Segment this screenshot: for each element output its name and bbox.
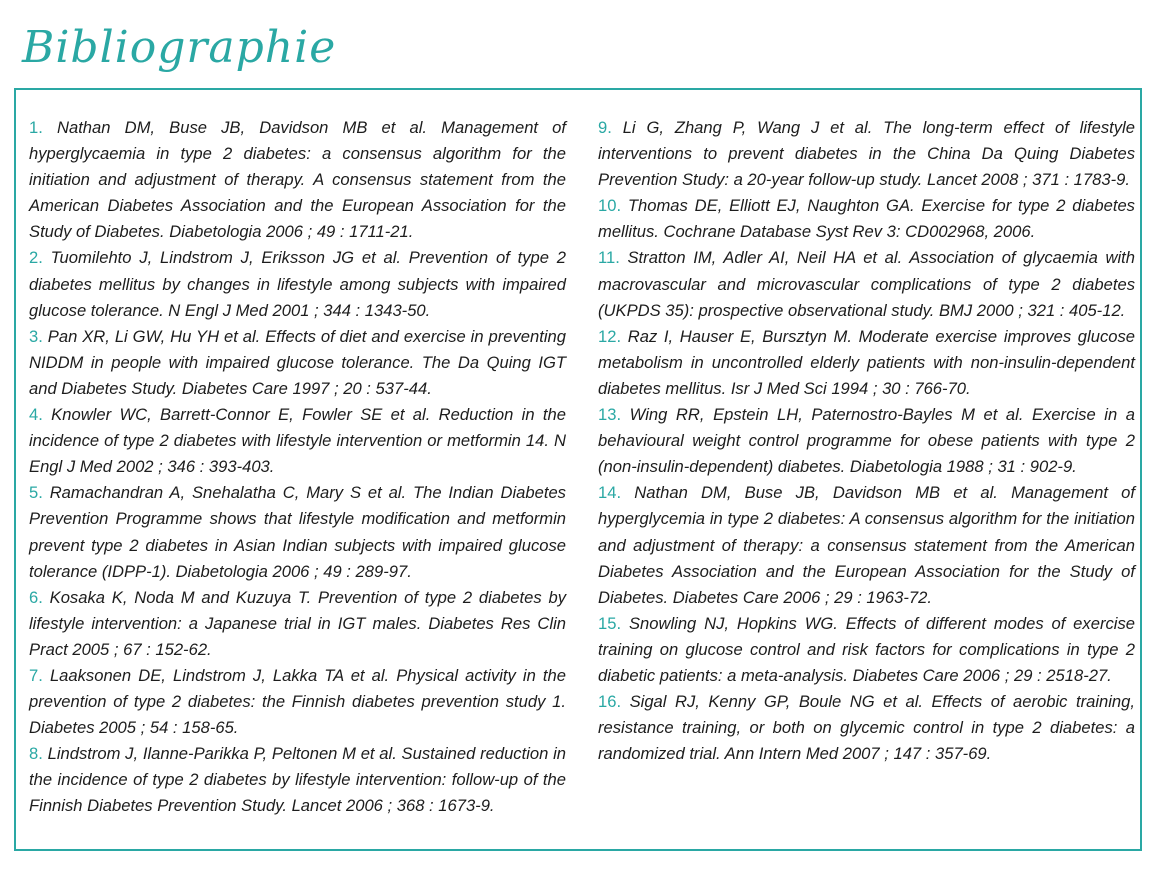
- reference-item: [598, 480, 1135, 610]
- reference-item: [29, 663, 566, 741]
- reference-item: [29, 402, 566, 480]
- reference-number: 6.: [29, 587, 43, 607]
- reference-text: Tuomilehto J, Lindstrom J, Eriksson JG et al. Prevention of type 2 diabetes mellitus by changes in lifestyle among subjects with impaired glucose tolerance. N Engl J Med 2001 ; 344 : 1343-50.: [29, 248, 566, 320]
- reference-text: Wing RR, Epstein LH, Paternostro-Bayles M et al. Exercise in a behavioural weight control programme for obese patients with type 2 (non-insulin-dependent) diabetes. Diabetologia 1988 ; 31 : 902-9.: [598, 405, 1135, 477]
- reference-text: Snowling NJ, Hopkins WG. Effects of different modes of exercise training on glucose control and risk factors for complications in type 2 diabetic patients: a meta-analysis. Diabetes Care 2006 ; 29 : 2518-27.: [598, 613, 1135, 685]
- reference-item: [598, 193, 1135, 245]
- reference-item: [598, 689, 1135, 767]
- reference-text: Lindstrom J, Ilanne-Parikka P, Peltonen M et al. Sustained reduction in the incidence of type 2 diabetes by lifestyle intervention: follow-up of the Finnish Diabetes Prevention Study. Lancet 2006 ; 368 : 1673-9.: [29, 744, 566, 816]
- reference-number: 9.: [598, 118, 612, 137]
- reference-text: Li G, Zhang P, Wang J et al. The long-term effect of lifestyle interventions to prevent diabetes in the China Da Quing Diabetes Prevention Study: a 20-year follow-up study. Lancet 2008 ; 371 : 1783-9.: [598, 118, 1135, 190]
- reference-item: [29, 115, 566, 245]
- reference-item: [29, 480, 566, 584]
- reference-item: [29, 324, 566, 402]
- reference-item: [598, 115, 1135, 193]
- reference-text: Sigal RJ, Kenny GP, Boule NG et al. Effects of aerobic training, resistance training, or both on glycemic control in type 2 diabetes: a randomized trial. Ann Intern Med 2007 ; 147 : 357-69.: [598, 692, 1135, 764]
- reference-number: 13.: [598, 405, 622, 425]
- reference-number: 12.: [598, 326, 622, 346]
- reference-item: [29, 585, 566, 663]
- reference-number: 4.: [29, 405, 43, 425]
- reference-text: Nathan DM, Buse JB, Davidson MB et al. Management of hyperglycemia in type 2 diabetes: A consensus algorithm for the initiation and adjustment of therapy: a consensus statement from the American Diabetes Association and the European Association for the Study of Diabetes. Diabetes Care 2006 ; 29 : 1963-72.: [598, 483, 1135, 607]
- reference-number: 14.: [598, 483, 622, 503]
- reference-item: [598, 245, 1135, 323]
- reference-text: Pan XR, Li GW, Hu YH et al. Effects of diet and exercise in preventing NIDDM in people with impaired glucose tolerance. The Da Quing IGT and Diabetes Study. Diabetes Care 1997 ; 20 : 537-44.: [29, 326, 566, 398]
- references-right-column: [598, 115, 1135, 767]
- reference-number: 8.: [29, 744, 43, 764]
- reference-item: [29, 741, 566, 819]
- reference-number: 2.: [29, 248, 43, 268]
- reference-number: 16.: [598, 692, 622, 712]
- reference-item: [598, 611, 1135, 689]
- reference-number: 3.: [29, 326, 43, 346]
- reference-number: 11.: [598, 248, 620, 268]
- reference-text: Thomas DE, Elliott EJ, Naughton GA. Exercise for type 2 diabetes mellitus. Cochrane Database Syst Rev 3: CD002968, 2006.: [598, 196, 1135, 242]
- reference-number: 7.: [29, 665, 43, 685]
- references-left-column: [29, 115, 566, 820]
- reference-text: Laaksonen DE, Lindstrom J, Lakka TA et al. Physical activity in the prevention of type 2 diabetes: the Finnish diabetes prevention study 1. Diabetes 2005 ; 54 : 158-65.: [29, 665, 566, 738]
- reference-number: 1.: [29, 118, 43, 137]
- page-title: Bibliographie: [22, 22, 337, 73]
- reference-number: 10.: [598, 196, 622, 216]
- reference-text: Kosaka K, Noda M and Kuzuya T. Prevention of type 2 diabetes by lifestyle intervention: a Japanese trial in IGT males. Diabetes Res Clin Pract 2005 ; 67 : 152-62.: [29, 587, 566, 659]
- reference-item: [29, 245, 566, 323]
- reference-text: Stratton IM, Adler AI, Neil HA et al. Association of glycaemia with macrovascular and microvascular complications of type 2 diabetes (UKPDS 35): prospective observational study. BMJ 2000 ; 321 : 405-12.: [598, 248, 1135, 320]
- reference-item: [598, 402, 1135, 480]
- reference-number: 15.: [598, 613, 622, 633]
- reference-text: Ramachandran A, Snehalatha C, Mary S et al. The Indian Diabetes Prevention Programme shows that lifestyle modification and metformin prevent type 2 diabetes in Asian Indian subjects with impaired glucose tolerance (IDPP-1). Diabetologia 2006 ; 49 : 289-97.: [29, 483, 566, 581]
- reference-text: Raz I, Hauser E, Bursztyn M. Moderate exercise improves glucose metabolism in uncontrolled elderly patients with non-insulin-dependent diabetes mellitus. Isr J Med Sci 1994 ; 30 : 766-70.: [598, 326, 1135, 398]
- reference-text: Knowler WC, Barrett-Connor E, Fowler SE et al. Reduction in the incidence of type 2 diabetes with lifestyle intervention or metformin 14. N Engl J Med 2002 ; 346 : 393-403.: [29, 405, 566, 477]
- reference-text: Nathan DM, Buse JB, Davidson MB et al. Management of hyperglycaemia in type 2 diabetes: a consensus algorithm for the initiation and adjustment of therapy. A consensus statement from the American Diabetes Association and the European Association for the Study of Diabetes. Diabetologia 2006 ; 49 : 1711-21.: [29, 118, 566, 242]
- reference-item: [598, 324, 1135, 402]
- reference-number: 5.: [29, 483, 43, 503]
